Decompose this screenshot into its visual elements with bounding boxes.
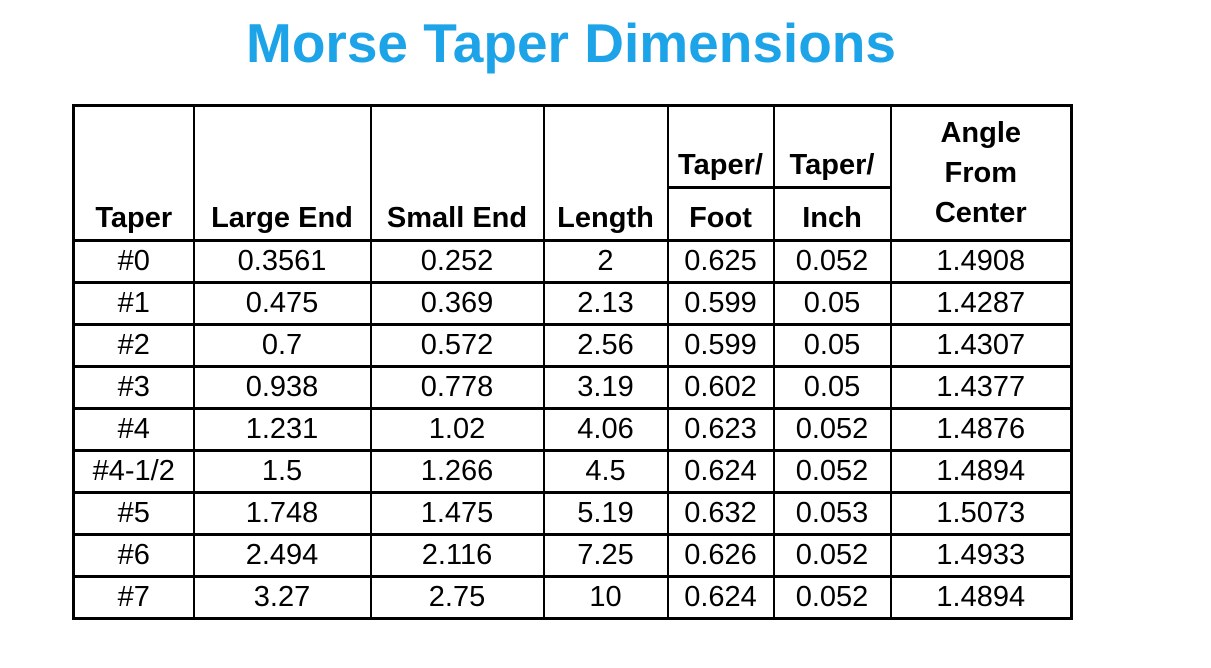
- cell-length: 7.25: [544, 535, 668, 577]
- cell-length: 10: [544, 577, 668, 619]
- cell-small-end: 2.75: [371, 577, 544, 619]
- angle-header-line-3: Center: [934, 197, 1027, 230]
- cell-taper-per-inch: 0.052: [774, 409, 891, 451]
- table-body: [74, 241, 1072, 619]
- cell-taper-per-inch: 0.05: [774, 325, 891, 367]
- morse-taper-table: [72, 104, 1073, 620]
- cell-large-end: 0.3561: [194, 241, 371, 283]
- cell-large-end: 2.494: [194, 535, 371, 577]
- cell-small-end: 0.778: [371, 367, 544, 409]
- cell-small-end: 0.572: [371, 325, 544, 367]
- cell-taper-per-foot: 0.625: [668, 241, 774, 283]
- cell-angle-from-center: 1.5073: [891, 493, 1072, 535]
- cell-taper: #1: [74, 283, 194, 325]
- cell-taper-per-foot: 0.632: [668, 493, 774, 535]
- cell-taper-per-inch: 0.052: [774, 451, 891, 493]
- cell-angle-from-center: 1.4307: [891, 325, 1072, 367]
- cell-taper: #7: [74, 577, 194, 619]
- cell-length: 2.56: [544, 325, 668, 367]
- cell-taper-per-foot: 0.599: [668, 325, 774, 367]
- cell-taper-per-foot: 0.599: [668, 283, 774, 325]
- cell-angle-from-center: 1.4894: [891, 451, 1072, 493]
- col-header-taper-per-foot-bottom: Foot: [668, 188, 774, 241]
- cell-taper: #0: [74, 241, 194, 283]
- angle-header-line-2: From: [944, 157, 1017, 190]
- cell-length: 4.5: [544, 451, 668, 493]
- cell-large-end: 1.748: [194, 493, 371, 535]
- cell-taper: #6: [74, 535, 194, 577]
- cell-length: 2.13: [544, 283, 668, 325]
- table-row: [74, 241, 1072, 283]
- table-row: [74, 451, 1072, 493]
- col-header-large-end: Large End: [194, 106, 371, 241]
- col-header-taper: Taper: [74, 106, 194, 241]
- table-row: [74, 409, 1072, 451]
- cell-taper-per-inch: 0.05: [774, 367, 891, 409]
- col-header-taper-per-foot-top: Taper/: [668, 106, 774, 188]
- cell-large-end: 0.475: [194, 283, 371, 325]
- cell-small-end: 0.369: [371, 283, 544, 325]
- cell-small-end: 2.116: [371, 535, 544, 577]
- cell-angle-from-center: 1.4287: [891, 283, 1072, 325]
- cell-length: 5.19: [544, 493, 668, 535]
- cell-angle-from-center: 1.4894: [891, 577, 1072, 619]
- cell-small-end: 0.252: [371, 241, 544, 283]
- cell-large-end: 0.938: [194, 367, 371, 409]
- table-row: [74, 283, 1072, 325]
- cell-large-end: 1.231: [194, 409, 371, 451]
- cell-large-end: 1.5: [194, 451, 371, 493]
- cell-taper-per-foot: 0.624: [668, 577, 774, 619]
- col-header-small-end: Small End: [371, 106, 544, 241]
- cell-length: 2: [544, 241, 668, 283]
- table-row: [74, 577, 1072, 619]
- cell-taper-per-inch: 0.052: [774, 577, 891, 619]
- cell-taper-per-foot: 0.626: [668, 535, 774, 577]
- table-row: [74, 493, 1072, 535]
- angle-header-line-1: Angle: [940, 117, 1022, 150]
- cell-length: 4.06: [544, 409, 668, 451]
- cell-taper-per-foot: 0.602: [668, 367, 774, 409]
- col-header-length: Length: [544, 106, 668, 241]
- col-header-angle-from-center: [891, 106, 1072, 241]
- cell-taper-per-inch: 0.052: [774, 535, 891, 577]
- cell-angle-from-center: 1.4908: [891, 241, 1072, 283]
- cell-length: 3.19: [544, 367, 668, 409]
- cell-taper-per-foot: 0.623: [668, 409, 774, 451]
- cell-angle-from-center: 1.4377: [891, 367, 1072, 409]
- cell-taper: #4: [74, 409, 194, 451]
- cell-taper-per-inch: 0.052: [774, 241, 891, 283]
- col-header-taper-per-inch-bottom: Inch: [774, 188, 891, 241]
- col-header-taper-per-inch-top: Taper/: [774, 106, 891, 188]
- table-row: [74, 325, 1072, 367]
- cell-taper: #2: [74, 325, 194, 367]
- table-row: [74, 367, 1072, 409]
- page-title: Morse Taper Dimensions: [246, 12, 896, 74]
- cell-angle-from-center: 1.4876: [891, 409, 1072, 451]
- cell-small-end: 1.475: [371, 493, 544, 535]
- cell-taper: #5: [74, 493, 194, 535]
- cell-taper-per-inch: 0.05: [774, 283, 891, 325]
- header-row-top: [74, 106, 1072, 188]
- cell-taper-per-inch: 0.053: [774, 493, 891, 535]
- cell-small-end: 1.266: [371, 451, 544, 493]
- cell-taper-per-foot: 0.624: [668, 451, 774, 493]
- table-header: [74, 106, 1072, 241]
- cell-taper: #3: [74, 367, 194, 409]
- cell-large-end: 0.7: [194, 325, 371, 367]
- table-row: [74, 535, 1072, 577]
- cell-taper: #4-1/2: [74, 451, 194, 493]
- cell-angle-from-center: 1.4933: [891, 535, 1072, 577]
- cell-small-end: 1.02: [371, 409, 544, 451]
- cell-large-end: 3.27: [194, 577, 371, 619]
